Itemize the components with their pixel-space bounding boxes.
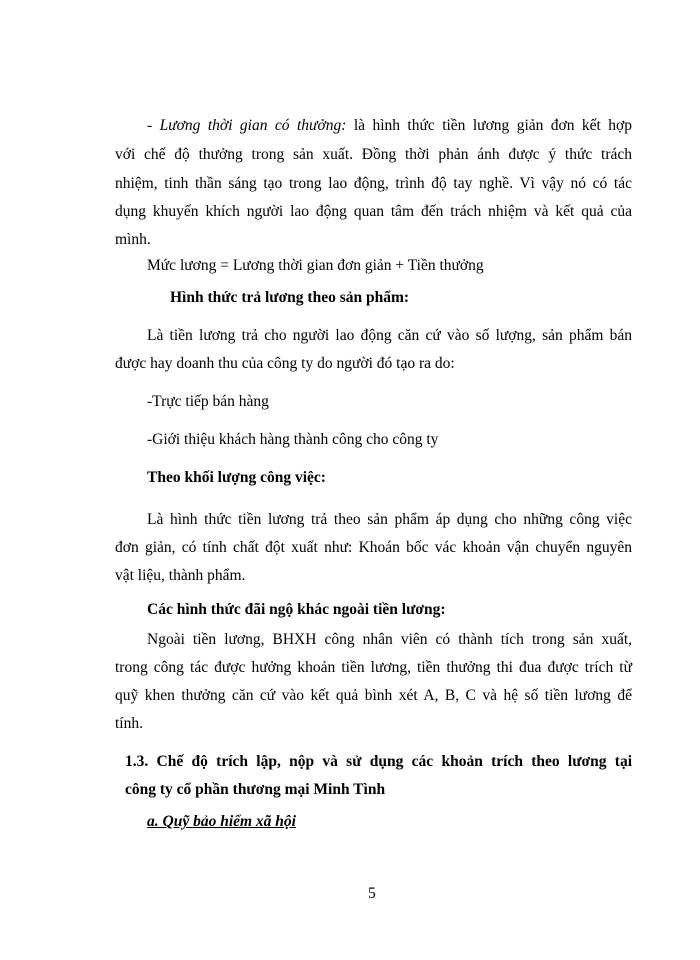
subsection-heading: a. Quỹ bảo hiểm xã hội: [147, 813, 296, 830]
page-number: 5: [368, 885, 376, 902]
heading-other-benefits: Các hình thức đãi ngộ khác ngoài tiền lương:: [147, 601, 446, 618]
salary-formula: Mức lương = Lương thời gian đơn giản + Tiền thưởng: [147, 257, 484, 274]
paragraph-line: Là hình thức tiền lương trả theo sản phẩm áp dụng cho những công việc: [147, 511, 632, 528]
list-item: -Trực tiếp bán hàng: [147, 393, 269, 410]
heading-product-pay: Hình thức trả lương theo sản phẩm:: [170, 289, 410, 306]
paragraph-line: đơn giản, có tính chất đột xuất như: Khoán bốc vác khoản vận chuyển nguyên: [115, 539, 632, 556]
paragraph-line: mình.: [115, 231, 151, 248]
paragraph-line: - Lương thời gian có thưởng: là hình thức tiền lương giản đơn kết hợp: [147, 117, 632, 134]
paragraph-line: nhiệm, tinh thần sáng tạo trong lao động, trình độ tay nghề. Vì vậy nó có tác: [115, 175, 632, 192]
heading-workload: Theo khối lượng công việc:: [147, 469, 326, 486]
paragraph-line: tính.: [115, 715, 143, 732]
paragraph-line: được hay doanh thu của công ty do người đó tạo ra do:: [115, 355, 455, 372]
paragraph-line: Là tiền lương trả cho người lao động căn cứ vào số lượng, sản phẩm bán: [147, 327, 632, 344]
paragraph-line: quỹ khen thưởng căn cứ vào kết quả bình xét A, B, C và hệ số tiền lương để: [115, 687, 632, 704]
section-heading: công ty cổ phần thương mại Minh Tình: [125, 781, 386, 798]
italic-lead: - Lương thời gian có thưởng:: [147, 117, 347, 134]
paragraph-line: vật liệu, thành phẩm.: [115, 567, 246, 584]
paragraph-line: với chế độ thưởng trong sản xuất. Đồng thời phản ánh được ý thức trách: [115, 146, 632, 163]
paragraph-line: dụng khuyến khích người lao động quan tâm đến trách nhiệm và kết quả của: [115, 203, 632, 220]
list-item: -Giới thiệu khách hàng thành công cho công ty: [147, 431, 439, 448]
paragraph-line: trong công tác được hưởng khoản tiền lương, tiền thưởng thi đua được trích từ: [115, 659, 632, 676]
section-heading: 1.3. Chế độ trích lập, nộp và sử dụng các khoản trích theo lương tại: [125, 753, 632, 770]
paragraph-line: Ngoài tiền lương, BHXH công nhân viên có thành tích trong sản xuất,: [147, 631, 632, 648]
